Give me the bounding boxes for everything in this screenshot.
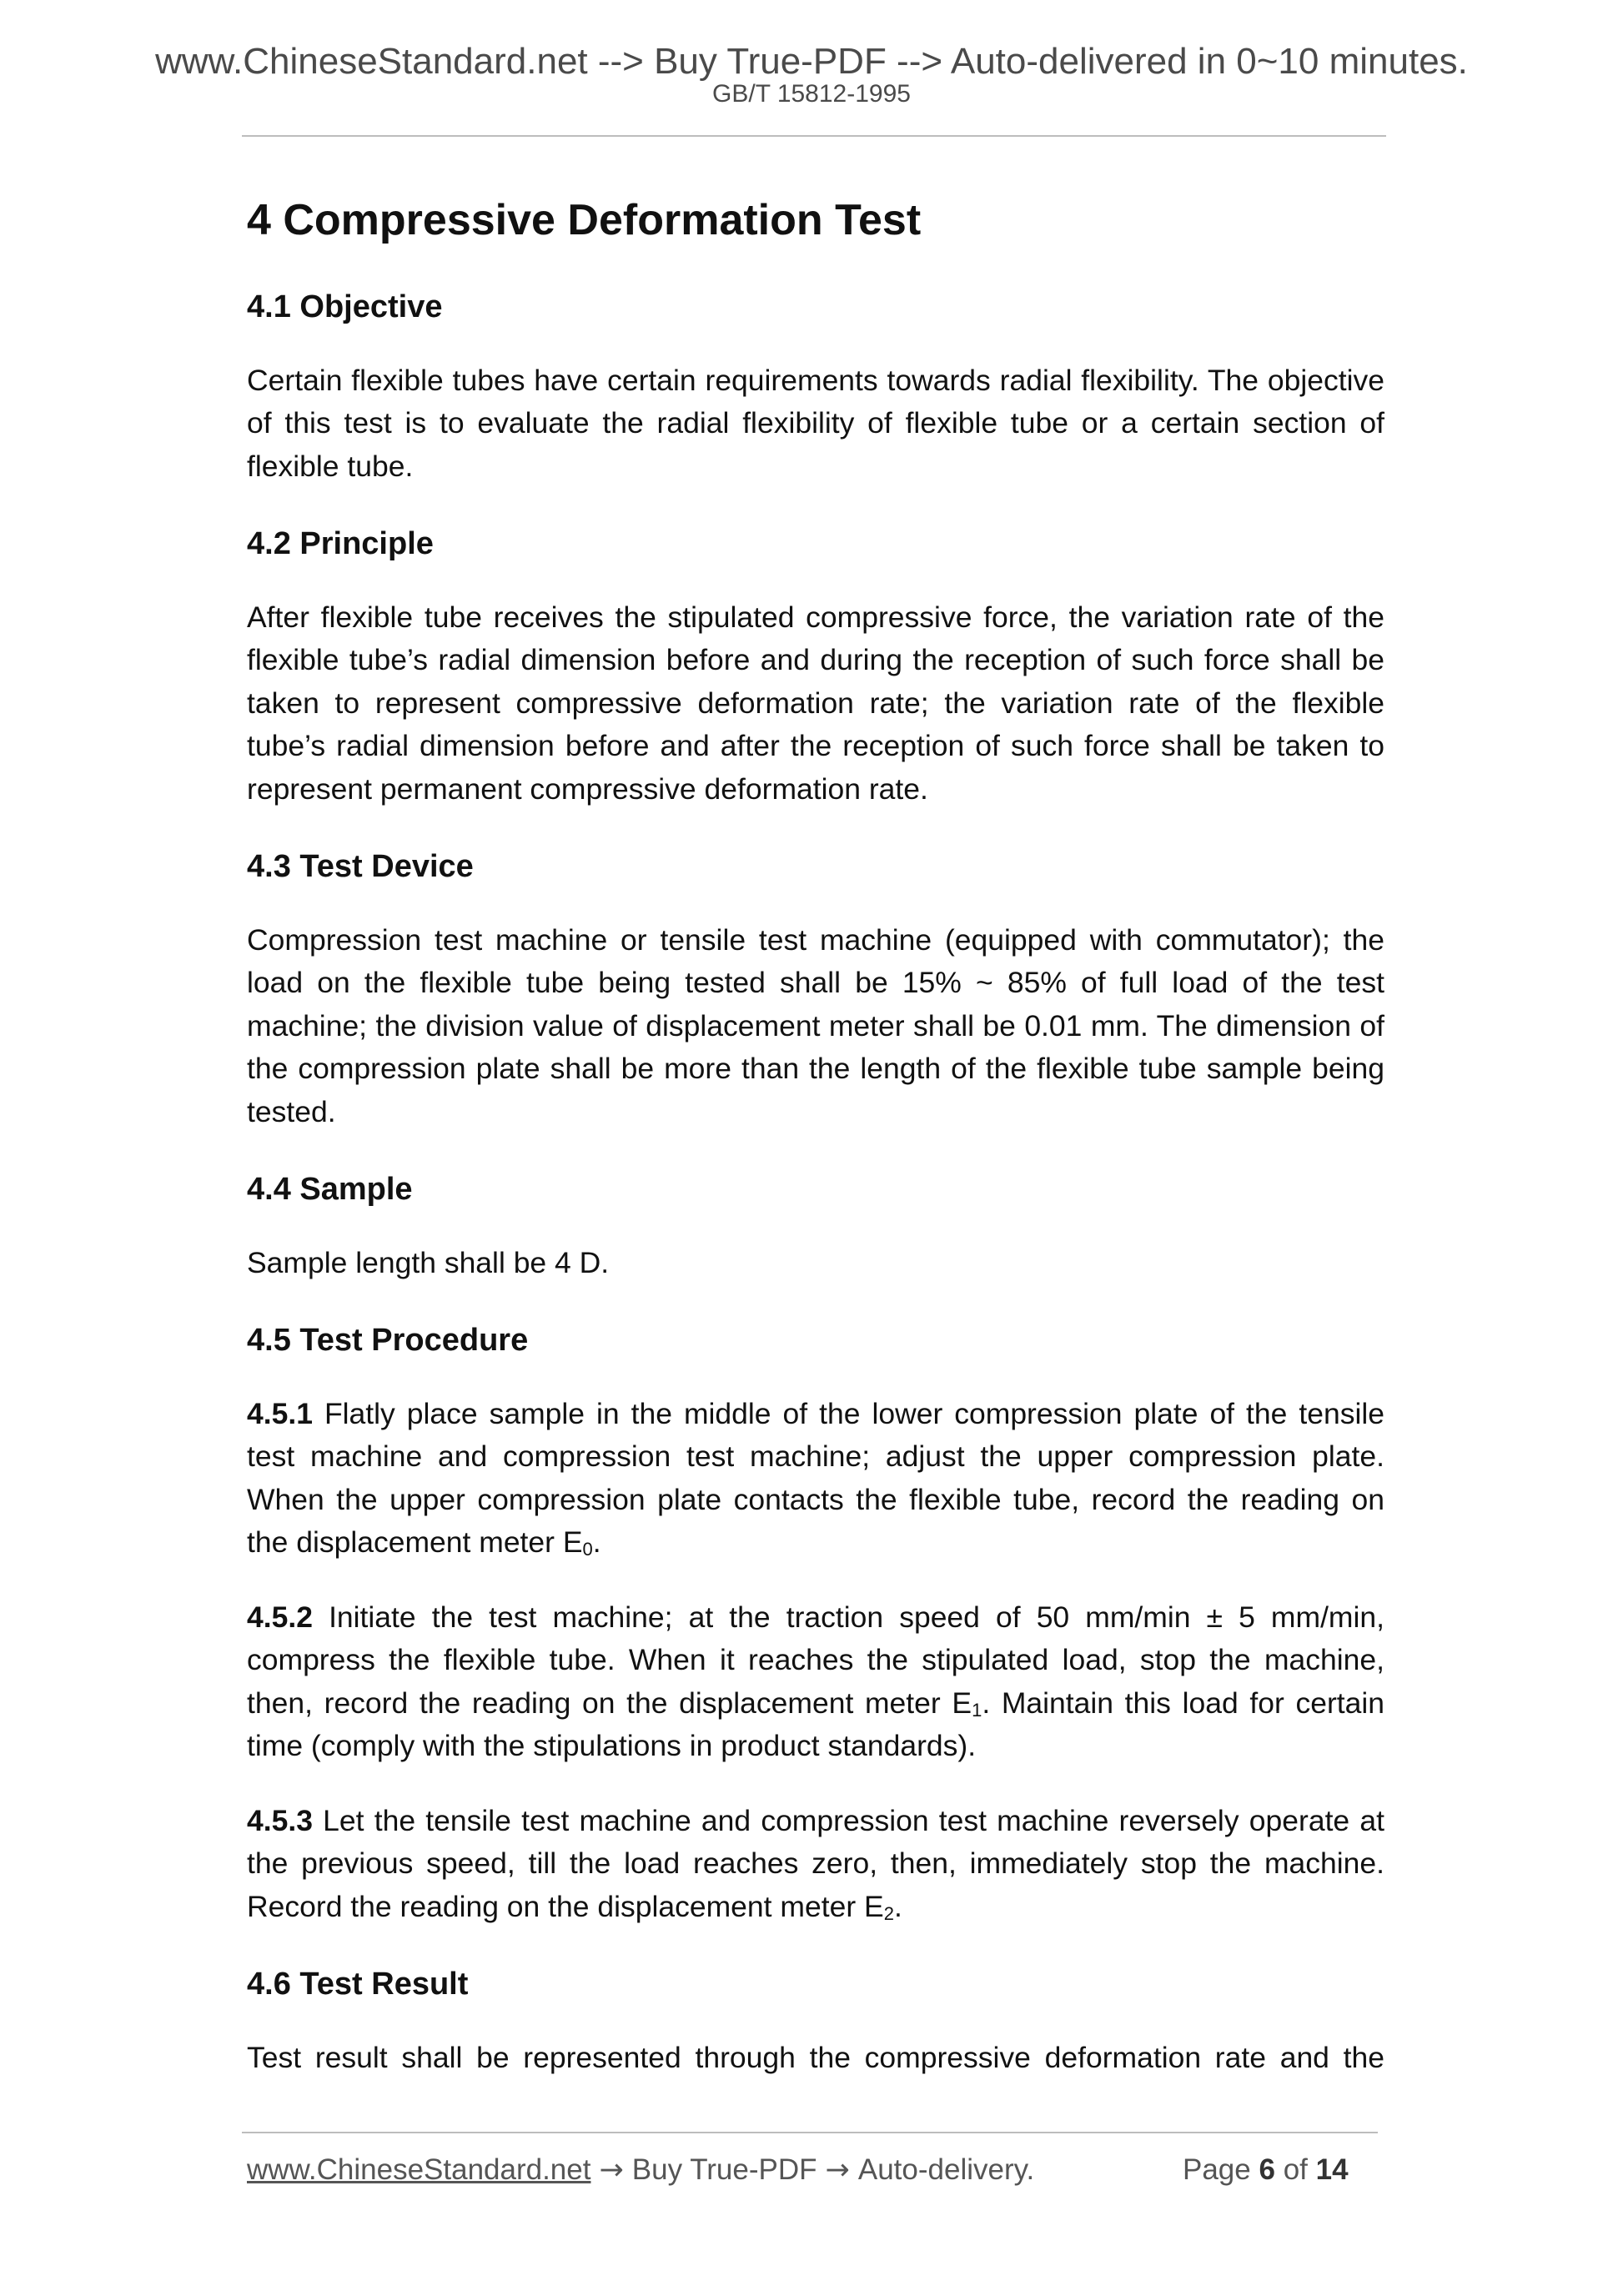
step-number: 4.5.1	[247, 1396, 313, 1430]
subscript: 2	[883, 1902, 894, 1924]
footer-promo	[247, 2153, 1034, 2187]
source-banner: www.ChineseStandard.net --> Buy True-PDF --> Auto-delivered in 0~10 minutes.	[155, 41, 1468, 82]
step-text: Initiate the test machine; at the traction speed of 50 mm/min ± 5 mm/min, compress the flexible tube. When it reaches the stipulated load, stop the machine, then, record the reading on the displacement meter E	[247, 1600, 1385, 1720]
step-tail: .	[893, 1889, 902, 1923]
standard-code: GB/T 15812-1995	[712, 80, 911, 108]
heading-principle: 4.2 Principle	[247, 526, 434, 561]
footer-divider	[242, 2132, 1378, 2133]
footer-site-link[interactable]: www.ChineseStandard.net	[247, 2153, 591, 2186]
page-body	[247, 193, 1384, 2079]
paragraph-test-device: Compression test machine or tensile test machine (equipped with commutator); the load on the flexible tube being tested shall be 15% ~ 85% of full load of the test machine; the division value of displacement meter shall be 0.01 mm. The dimension of the compression plate shall be more than the length of the flexible tube sample being tested.	[247, 922, 1384, 1128]
page-of-label: of	[1283, 2153, 1308, 2186]
heading-objective: 4.1 Objective	[247, 289, 443, 324]
right-arrow-icon: →	[599, 2153, 624, 2187]
step-number: 4.5.3	[247, 1803, 313, 1837]
procedure-step-1	[247, 1393, 1384, 1565]
paragraph-test-result: Test result shall be represented through the compressive deformation rate and the	[247, 2040, 1384, 2074]
right-arrow-icon: →	[825, 2153, 850, 2187]
paragraph-principle: After flexible tube receives the stipulated compressive force, the variation rate of the flexible tube’s radial dimension before and during the reception of such force shall be taken to represent compressive deformation rate; the variation rate of the flexible tube’s radial dimension before and after the reception of such force shall be taken to represent permanent compressive deformation rate.	[247, 600, 1384, 806]
step-text: Let the tensile test machine and compression test machine reversely operate at the previous speed, till the load reaches zero, then, immediately stop the machine. Record the reading on the displacement meter E	[247, 1803, 1384, 1923]
header-divider	[242, 135, 1386, 137]
subscript: 1	[972, 1699, 982, 1721]
heading-test-procedure: 4.5 Test Procedure	[247, 1323, 529, 1358]
paragraph-objective: Certain flexible tubes have certain requirements towards radial flexibility. The objective of this test is to evaluate the radial flexibility of flexible tube or a certain section of flexible tube.	[247, 363, 1384, 483]
procedure-step-3	[247, 1800, 1384, 1929]
paragraph-sample: Sample length shall be 4 D.	[247, 1245, 610, 1279]
footer-buy-text: Buy True-PDF	[631, 2153, 817, 2186]
procedure-step-2	[247, 1596, 1384, 1768]
page-current: 6	[1259, 2153, 1275, 2186]
step-tail: .	[592, 1525, 601, 1559]
page-label: Page	[1183, 2153, 1251, 2186]
page-total: 14	[1315, 2153, 1349, 2186]
subscript: 0	[582, 1539, 593, 1560]
page-indicator	[1183, 2153, 1349, 2187]
step-number: 4.5.2	[247, 1600, 313, 1634]
section-title: 4 Compressive Deformation Test	[247, 196, 922, 244]
footer-delivery-text: Auto-delivery.	[857, 2153, 1035, 2186]
heading-test-device: 4.3 Test Device	[247, 849, 474, 884]
heading-sample: 4.4 Sample	[247, 1172, 413, 1207]
step-text: Flatly place sample in the middle of the lower compression plate of the tensile test machine and compression test machine; adjust the upper compression plate. When the upper compression plate contacts the flexible tube, record the reading on the displacement meter E	[247, 1396, 1384, 1559]
step-tail: . Maintain this load for certain time (comply with the stipulations in product standards).	[247, 1686, 1384, 1762]
heading-test-result: 4.6 Test Result	[247, 1967, 469, 2002]
